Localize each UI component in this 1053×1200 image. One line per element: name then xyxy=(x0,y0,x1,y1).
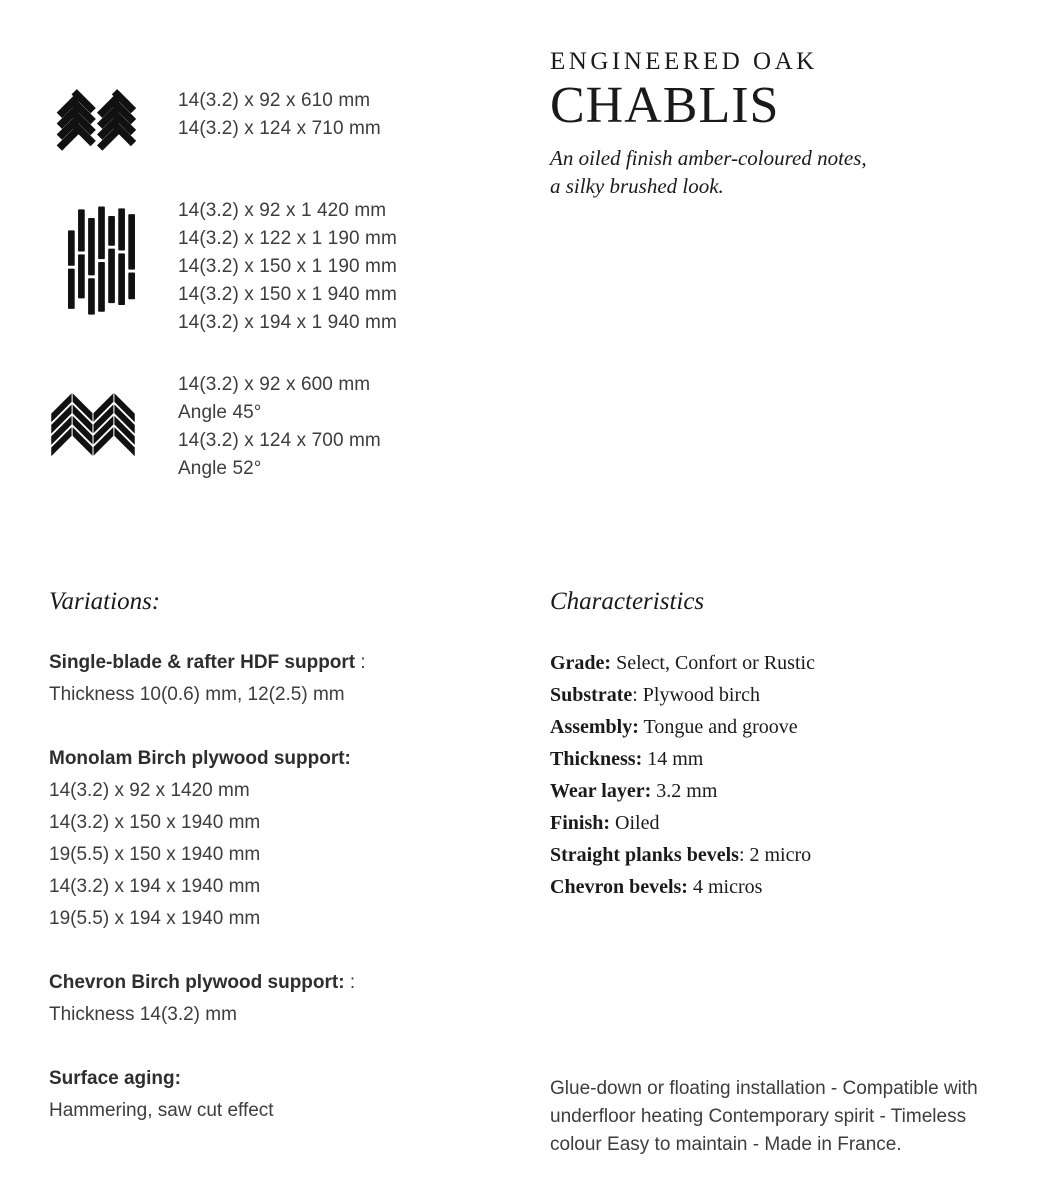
characteristic-value: 4 micros xyxy=(687,876,763,898)
characteristic-row xyxy=(550,775,1020,807)
characteristic-row xyxy=(550,743,1020,775)
dimension-line: 14(3.2) x 124 x 700 mm xyxy=(178,430,381,451)
variations-heading: Variations: xyxy=(49,588,161,615)
variation-line: Thickness 10(0.6) mm, 12(2.5) mm xyxy=(49,684,345,705)
tagline-line: a silky brushed look. xyxy=(550,174,724,198)
dimension-line: 14(3.2) x 194 x 1 940 mm xyxy=(178,312,397,333)
herringbone-dimensions-list xyxy=(178,87,381,143)
dimension-line: Angle 52° xyxy=(178,458,262,479)
characteristic-value: Oiled xyxy=(610,812,660,834)
variations-section xyxy=(49,586,509,1159)
variation-item xyxy=(49,1063,509,1127)
variation-line: 14(3.2) x 150 x 1940 mm xyxy=(49,812,261,833)
installation-note-line: colour Easy to maintain - Made in France. xyxy=(550,1134,902,1155)
characteristic-row xyxy=(550,807,1020,839)
variation-line: 19(5.5) x 194 x 1940 mm xyxy=(49,908,261,929)
installation-note-line: underfloor heating Contemporary spirit - Timeless xyxy=(550,1106,967,1127)
variation-line: Thickness 14(3.2) mm xyxy=(49,1004,237,1025)
variation-title: Monolam Birch plywood support: xyxy=(49,748,351,769)
characteristic-row xyxy=(550,839,1020,871)
variation-item xyxy=(49,647,509,711)
characteristic-row xyxy=(550,647,1020,679)
characteristics-heading: Characteristics xyxy=(550,588,705,615)
characteristic-label: Finish: xyxy=(550,812,611,834)
characteristic-row xyxy=(550,871,1020,903)
product-tagline xyxy=(550,144,867,200)
tagline-line: An oiled finish amber-coloured notes, xyxy=(550,146,867,170)
chevron-pattern-icon xyxy=(49,384,137,471)
characteristic-label: Straight planks bevels xyxy=(550,844,739,866)
variation-title-suffix: : xyxy=(344,972,356,993)
characteristic-label: Grade: xyxy=(550,652,612,674)
characteristic-row xyxy=(550,711,1020,743)
installation-note xyxy=(550,1075,1000,1159)
variation-title: Chevron Birch plywood support: xyxy=(49,972,345,993)
variation-item xyxy=(49,967,509,1031)
variation-line: 14(3.2) x 194 x 1940 mm xyxy=(49,876,261,897)
characteristic-label: Thickness: xyxy=(550,748,643,770)
dimension-line: 14(3.2) x 92 x 1 420 mm xyxy=(178,200,387,221)
characteristic-label: Chevron bevels: xyxy=(550,876,688,898)
variation-line: Hammering, saw cut effect xyxy=(49,1100,274,1121)
characteristic-value: 14 mm xyxy=(642,748,704,770)
product-name: CHABLIS xyxy=(550,77,780,134)
dimension-line: 14(3.2) x 150 x 1 190 mm xyxy=(178,256,397,277)
characteristic-value: : 2 micro xyxy=(738,844,812,866)
characteristic-value: : Plywood birch xyxy=(632,684,761,706)
dimension-line: 14(3.2) x 124 x 710 mm xyxy=(178,118,381,139)
characteristic-row xyxy=(550,679,1020,711)
characteristic-label: Assembly: xyxy=(550,716,639,738)
herringbone-pattern-icon xyxy=(55,78,139,164)
characteristic-label: Wear layer: xyxy=(550,780,652,802)
characteristic-value: 3.2 mm xyxy=(651,780,718,802)
characteristic-label: Substrate xyxy=(550,684,633,706)
characteristic-value: Tongue and groove xyxy=(638,716,798,738)
straight-planks-pattern-icon xyxy=(68,205,135,318)
variation-item xyxy=(49,743,509,935)
variation-line: 19(5.5) x 150 x 1940 mm xyxy=(49,844,261,865)
variation-title: Surface aging: xyxy=(49,1068,181,1089)
chevron-dimensions-list xyxy=(178,371,381,483)
dimension-line: 14(3.2) x 122 x 1 190 mm xyxy=(178,228,397,249)
dimension-line: 14(3.2) x 150 x 1 940 mm xyxy=(178,284,397,305)
variation-title: Single-blade & rafter HDF support xyxy=(49,652,356,673)
dimension-line: 14(3.2) x 92 x 610 mm xyxy=(178,90,371,111)
dimension-line: Angle 45° xyxy=(178,402,262,423)
dimension-line: 14(3.2) x 92 x 600 mm xyxy=(178,374,371,395)
installation-note-line: Glue-down or floating installation - Compatible with xyxy=(550,1078,978,1099)
variation-line: 14(3.2) x 92 x 1420 mm xyxy=(49,780,250,801)
variation-title-suffix: : xyxy=(355,652,366,673)
product-category: ENGINEERED OAK xyxy=(550,48,818,75)
planks-dimensions-list xyxy=(178,197,397,337)
characteristic-value: Select, Confort or Rustic xyxy=(611,652,815,674)
characteristics-section xyxy=(550,586,1020,903)
title-block xyxy=(550,46,867,200)
